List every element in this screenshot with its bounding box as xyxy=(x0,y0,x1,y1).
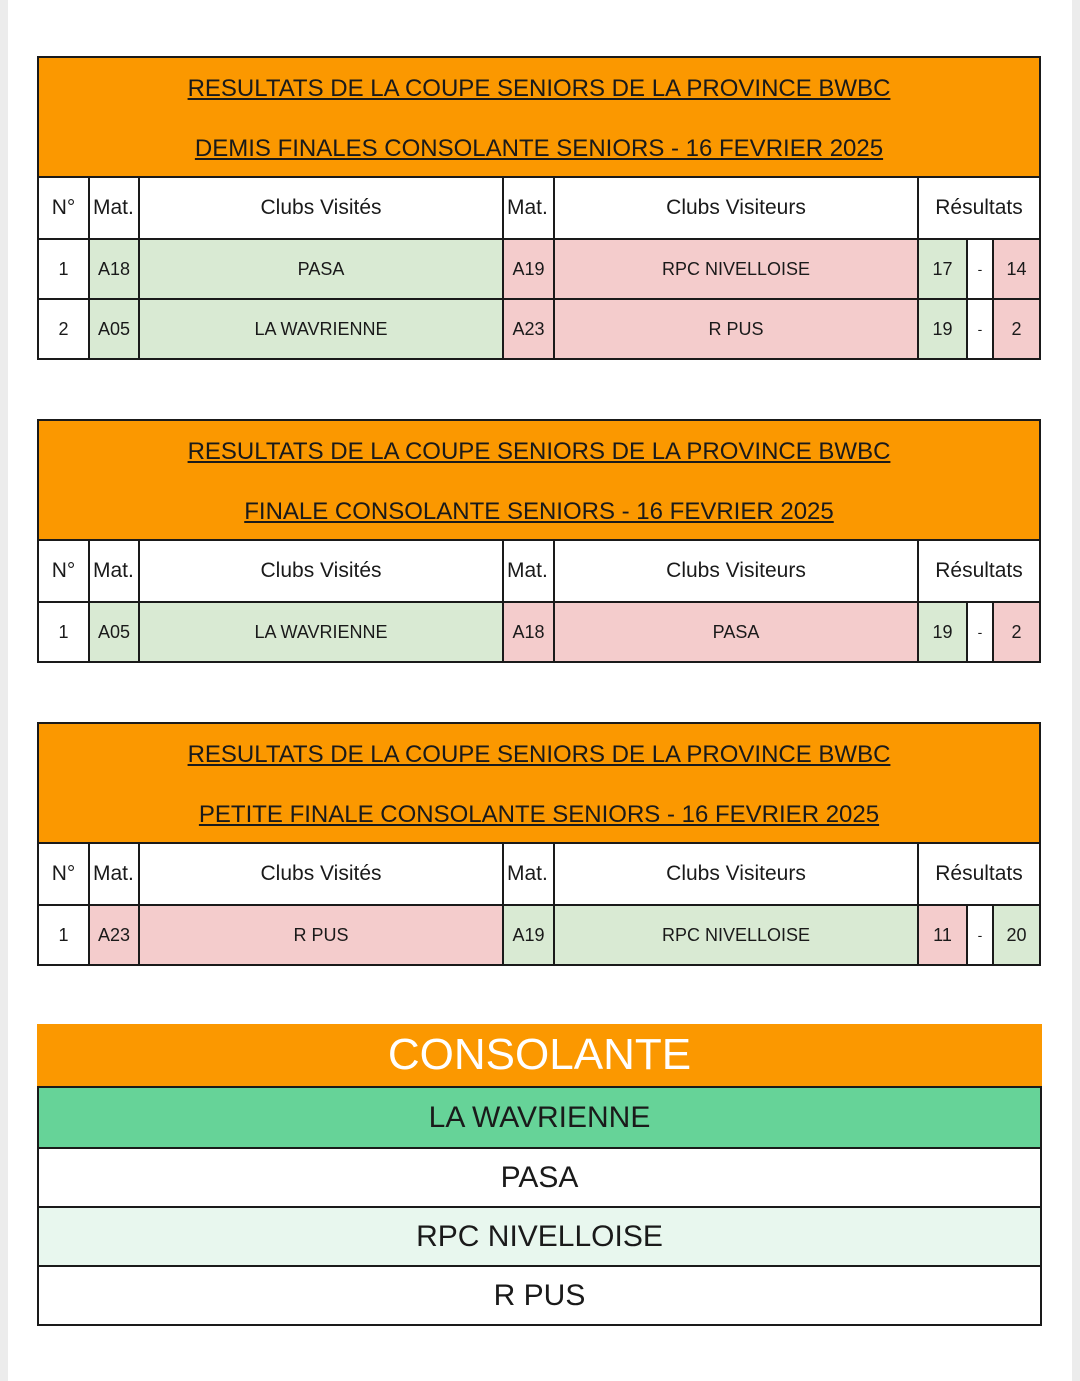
table-title: RESULTATS DE LA COUPE SENIORS DE LA PROVINCE BWBC xyxy=(187,75,891,102)
table-header xyxy=(39,724,1039,844)
club-visited: R PUS xyxy=(138,906,502,964)
col-results: Résultats xyxy=(917,844,1039,904)
col-results: Résultats xyxy=(917,541,1039,601)
match-number: 1 xyxy=(58,621,69,642)
ranking-item-3: RPC NIVELLOISE xyxy=(39,1206,1040,1265)
ranking-title: CONSOLANTE xyxy=(37,1024,1042,1086)
table-subtitle: DEMIS FINALES CONSOLANTE SENIORS - 16 FEVRIER 2025 xyxy=(194,135,884,162)
column-header-row xyxy=(39,844,1039,904)
match-number: 1 xyxy=(58,258,69,279)
table-row xyxy=(39,238,1039,298)
score-visited: 17 xyxy=(917,240,966,298)
table-header xyxy=(39,421,1039,541)
score-visitors: 2 xyxy=(992,300,1039,358)
score-visited: 11 xyxy=(917,906,966,964)
table-subtitle: FINALE CONSOLANTE SENIORS - 16 FEVRIER 2025 xyxy=(244,498,834,525)
mat-visited: A18 xyxy=(88,240,138,298)
results-table-small-final xyxy=(37,722,1041,966)
match-number: 2 xyxy=(58,318,69,339)
mat-visitors: A18 xyxy=(502,603,553,661)
score-visited: 19 xyxy=(917,603,966,661)
ranking-item-2: PASA xyxy=(39,1147,1040,1206)
club-visited: LA WAVRIENNE xyxy=(138,300,502,358)
ranking-item-1: LA WAVRIENNE xyxy=(39,1088,1040,1147)
col-clubs-visited: Clubs Visités xyxy=(138,541,502,601)
mat-visitors: A19 xyxy=(502,906,553,964)
score-visitors: 2 xyxy=(992,603,1039,661)
results-table-semifinals xyxy=(37,56,1041,360)
club-visited: LA WAVRIENNE xyxy=(138,603,502,661)
mat-visited: A05 xyxy=(88,300,138,358)
score-separator: - xyxy=(966,906,992,964)
table-row xyxy=(39,601,1039,661)
col-num: N° xyxy=(51,559,76,582)
col-mat-visited: Mat. xyxy=(88,844,138,904)
col-mat-visited: Mat. xyxy=(88,178,138,238)
club-visitors: RPC NIVELLOISE xyxy=(553,906,917,964)
column-header-row xyxy=(39,541,1039,601)
col-clubs-visitors: Clubs Visiteurs xyxy=(553,178,917,238)
col-mat-visited: Mat. xyxy=(88,541,138,601)
col-num: N° xyxy=(51,862,76,885)
club-visitors: R PUS xyxy=(553,300,917,358)
score-separator: - xyxy=(966,300,992,358)
club-visited: PASA xyxy=(138,240,502,298)
results-table-final xyxy=(37,419,1041,663)
col-results: Résultats xyxy=(917,178,1039,238)
col-clubs-visited: Clubs Visités xyxy=(138,844,502,904)
score-visited: 19 xyxy=(917,300,966,358)
score-separator: - xyxy=(966,603,992,661)
consolante-ranking xyxy=(37,1024,1042,1326)
mat-visited: A23 xyxy=(88,906,138,964)
table-row xyxy=(39,904,1039,964)
table-title: RESULTATS DE LA COUPE SENIORS DE LA PROVINCE BWBC xyxy=(187,741,891,768)
mat-visitors: A23 xyxy=(502,300,553,358)
table-subtitle: PETITE FINALE CONSOLANTE SENIORS - 16 FEVRIER 2025 xyxy=(198,801,880,828)
club-visitors: PASA xyxy=(553,603,917,661)
table-header xyxy=(39,58,1039,178)
col-clubs-visited: Clubs Visités xyxy=(138,178,502,238)
ranking-list xyxy=(37,1086,1042,1326)
mat-visited: A05 xyxy=(88,603,138,661)
col-mat-visitors: Mat. xyxy=(502,178,553,238)
mat-visitors: A19 xyxy=(502,240,553,298)
score-visitors: 20 xyxy=(992,906,1039,964)
table-row xyxy=(39,298,1039,358)
column-header-row xyxy=(39,178,1039,238)
score-separator: - xyxy=(966,240,992,298)
club-visitors: RPC NIVELLOISE xyxy=(553,240,917,298)
ranking-item-4: R PUS xyxy=(39,1265,1040,1324)
match-number: 1 xyxy=(58,924,69,945)
col-num: N° xyxy=(51,196,76,219)
col-mat-visitors: Mat. xyxy=(502,541,553,601)
score-visitors: 14 xyxy=(992,240,1039,298)
col-clubs-visitors: Clubs Visiteurs xyxy=(553,541,917,601)
col-mat-visitors: Mat. xyxy=(502,844,553,904)
table-title: RESULTATS DE LA COUPE SENIORS DE LA PROVINCE BWBC xyxy=(187,438,891,465)
col-clubs-visitors: Clubs Visiteurs xyxy=(553,844,917,904)
